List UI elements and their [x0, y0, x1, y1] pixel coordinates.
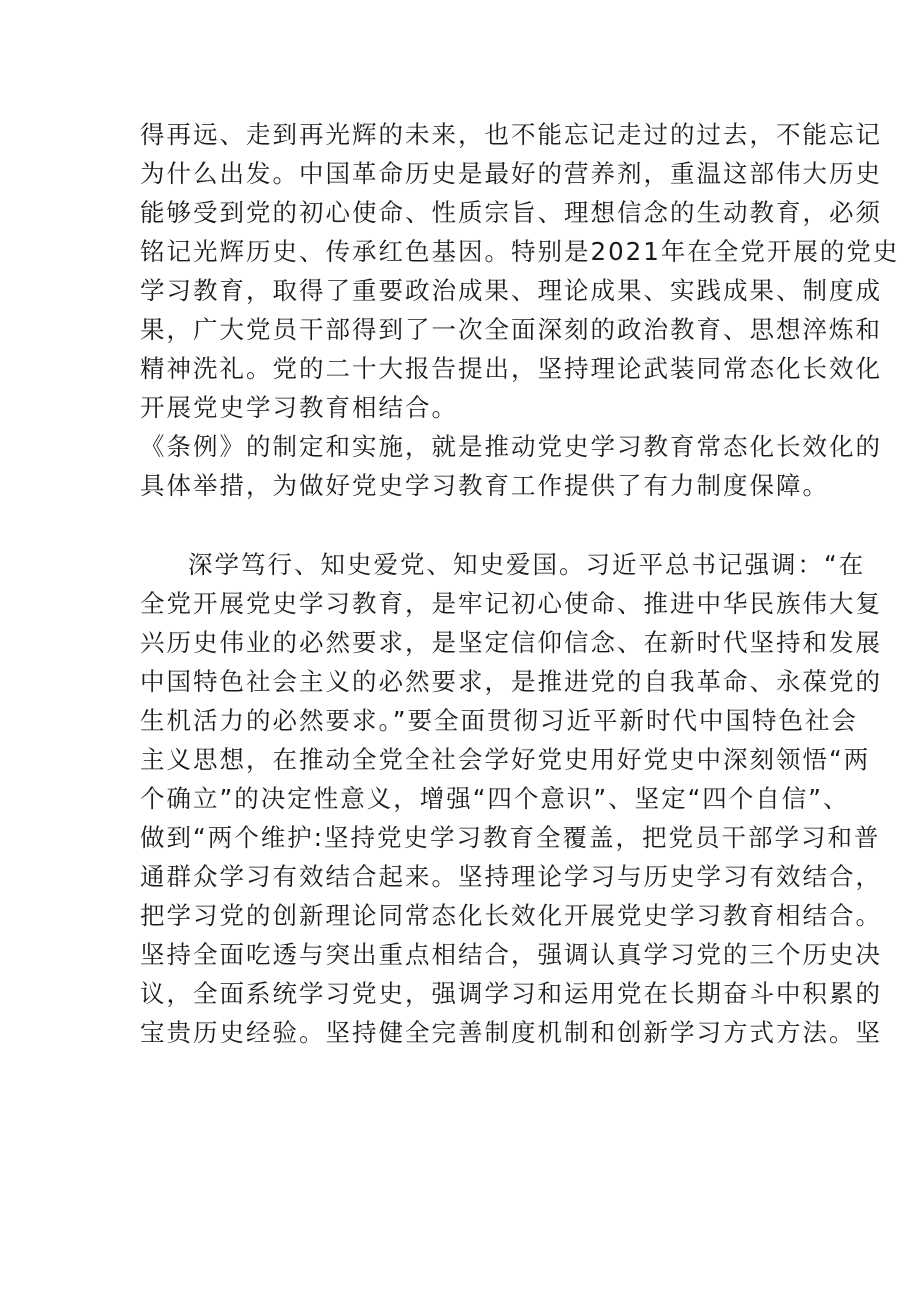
text-line: 兴历史伟业的必然要求，是坚定信仰信念、在新时代坚持和发展: [140, 628, 882, 657]
text-line: 做到“两个维护:坚持党史学习教育全覆盖，把党员干部学习和普: [140, 823, 881, 852]
text-line: 主义思想，在推动全党全社会学好党史用好党史中深刻领悟“两: [140, 745, 871, 774]
text-line: 开展党史学习教育相结合。: [140, 393, 458, 422]
text-line: 议，全面系统学习党史，强调学习和运用党在长期奋斗中积累的: [140, 979, 882, 1008]
text-line: 具体举措，为做好党史学习教育工作提供了有力制度保障。: [140, 471, 829, 500]
text-line: 学习教育，取得了重要政治成果、理论成果、实践成果、制度成: [140, 276, 882, 305]
text-line: 精神洗礼。党的二十大报告提出，坚持理论武装同常态化长效化: [140, 354, 882, 383]
text-line: 全党开展党史学习教育，是牢记初心使命、推进中华民族伟大复: [140, 589, 882, 618]
text-line: 生机活力的必然要求。”要全面贯彻习近平新时代中国特色社会: [140, 706, 858, 735]
text-line: 《条例》的制定和实施，就是推动党史学习教育常态化长效化的: [140, 432, 882, 461]
text-line: 通群众学习有效结合起来。坚持理论学习与历史学习有效结合，: [140, 862, 882, 891]
text-line: 坚持全面吃透与突出重点相结合，强调认真学习党的三个历史决: [140, 940, 882, 969]
text-line: 为什么出发。中国革命历史是最好的营养剂，重温这部伟大历史: [140, 159, 882, 188]
text-line: 果，广大党员干部得到了一次全面深刻的政治教育、思想淬炼和: [140, 315, 882, 344]
text-line: 宝贵历史经验。坚持健全完善制度机制和创新学习方式方法。坚: [140, 1018, 882, 1047]
text-line: 中国特色社会主义的必然要求，是推进党的自我革命、永葆党的: [140, 667, 882, 696]
text-line: 铭记光辉历史、传承红色基因。特别是2021年在全党开展的党史: [140, 237, 900, 266]
text-line: 把学习党的创新理论同常态化长效化开展党史学习教育相结合。: [140, 901, 882, 930]
text-line: 能够受到党的初心使命、性质宗旨、理想信念的生动教育，必须: [140, 198, 882, 227]
text-line: 个确立”的决定性意义，增强“四个意识”、坚定“四个自信”、: [140, 784, 850, 813]
paragraph-first-line: 深学笃行、知史爱党、知史爱国。习近平总书记强调：“在: [188, 550, 866, 579]
text-line: 得再远、走到再光辉的未来，也不能忘记走过的过去，不能忘记: [140, 120, 882, 149]
